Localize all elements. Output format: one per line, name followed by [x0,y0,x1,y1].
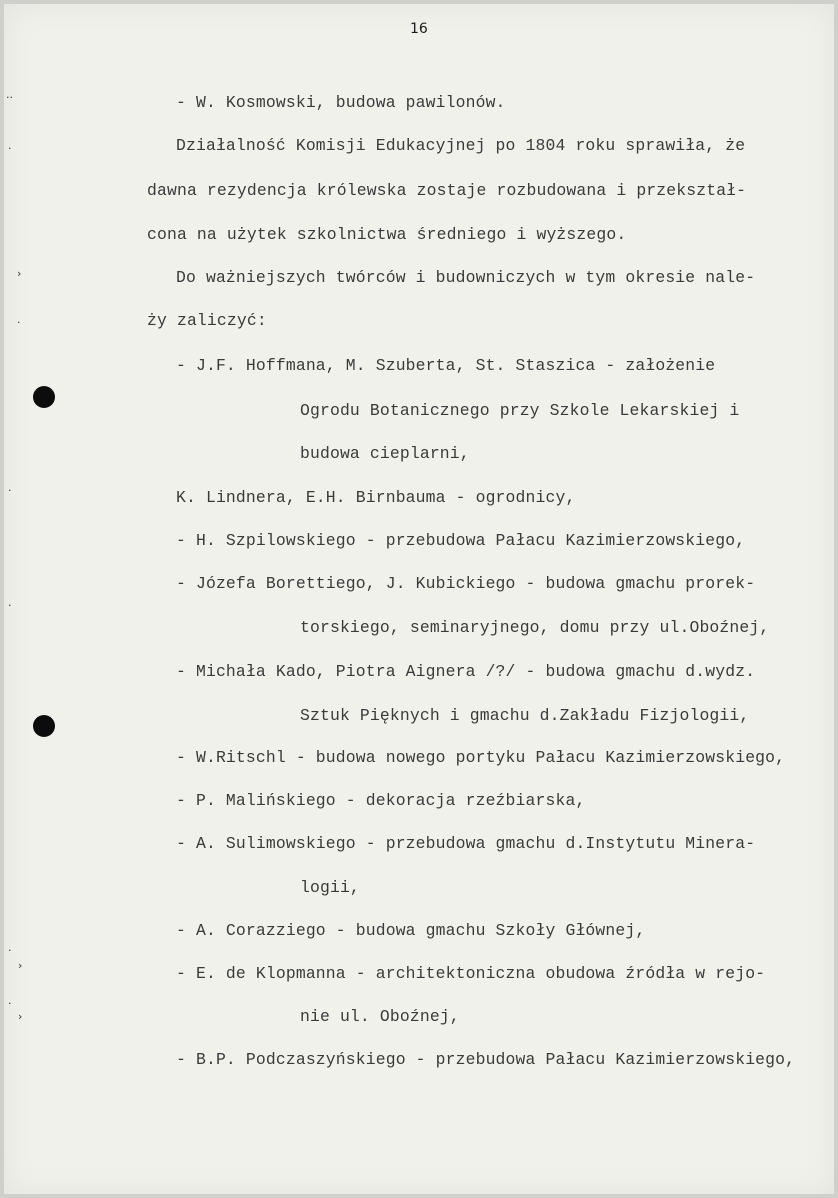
text-line: - A. Corazziego - budowa gmachu Szkoły Głównej, [176,921,646,940]
margin-mark: › [17,267,22,280]
text-line: logii, [300,878,360,897]
margin-mark: ·· [6,91,13,104]
text-line: dawna rezydencja królewska zostaje rozbudowana i przekształ- [147,181,747,200]
text-line: budowa cieplarni, [300,444,470,463]
margin-mark: › [18,1010,23,1023]
text-line: - H. Szpilowskiego - przebudowa Pałacu Kazimierzowskiego, [176,531,746,550]
punch-hole [33,386,55,408]
text-line: - B.P. Podczaszyńskiego - przebudowa Pałacu Kazimierzowskiego, [176,1050,796,1069]
margin-mark: · [8,142,12,155]
margin-mark: · [17,316,21,329]
text-line: - W. Kosmowski, budowa pawilonów. [176,93,506,112]
document-page [4,4,834,1194]
text-line: - Michała Kado, Piotra Aignera /?/ - budowa gmachu d.wydz. [176,662,756,681]
margin-mark: · [8,944,12,957]
margin-mark: › [18,959,23,972]
page-number: 16 [410,21,428,37]
text-line: ży zaliczyć: [147,311,267,330]
text-line: Do ważniejszych twórców i budowniczych w tym okresie nale- [176,268,756,287]
text-line: nie ul. Oboźnej, [300,1007,460,1026]
punch-hole [33,715,55,737]
margin-mark: · [8,599,12,612]
text-line: - Józefa Borettiego, J. Kubickiego - budowa gmachu prorek- [176,574,756,593]
text-line: - J.F. Hoffmana, M. Szuberta, St. Staszica - założenie [176,356,716,375]
text-line: torskiego, seminaryjnego, domu przy ul.Oboźnej, [300,618,770,637]
text-line: Ogrodu Botanicznego przy Szkole Lekarskiej i [300,401,740,420]
text-line: - W.Ritschl - budowa nowego portyku Pałacu Kazimierzowskiego, [176,748,786,767]
text-line: Sztuk Pięknych i gmachu d.Zakładu Fizjologii, [300,706,750,725]
text-line: - P. Malińskiego - dekoracja rzeźbiarska, [176,791,586,810]
text-line: cona na użytek szkolnictwa średniego i wyższego. [147,225,627,244]
text-line: - A. Sulimowskiego - przebudowa gmachu d.Instytutu Minera- [176,834,756,853]
margin-mark: · [8,484,12,497]
text-line: - E. de Klopmanna - architektoniczna obudowa źródła w rejo- [176,964,766,983]
margin-mark: · [8,997,12,1010]
text-line: K. Lindnera, E.H. Birnbauma - ogrodnicy, [176,488,576,507]
text-line: Działalność Komisji Edukacyjnej po 1804 roku sprawiła, że [176,136,746,155]
